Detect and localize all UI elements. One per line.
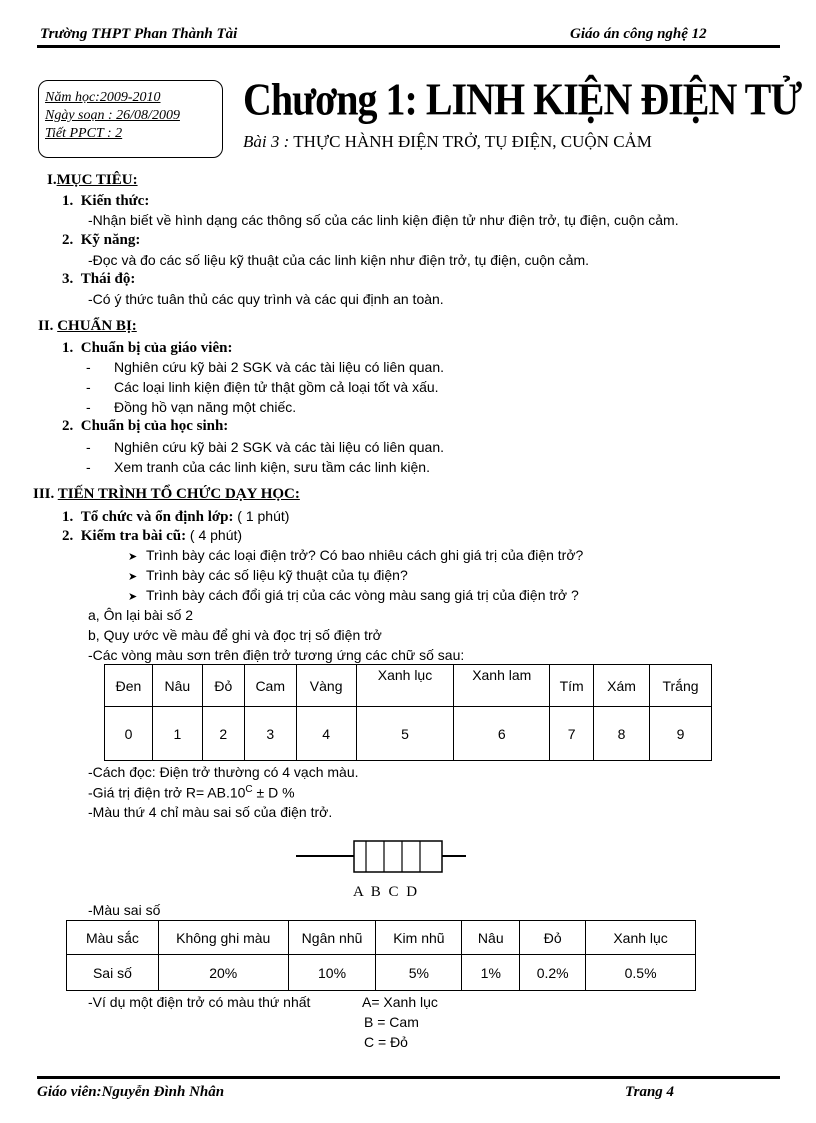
rings-intro: -Các vòng màu sơn trên điện trở tương ứng các chữ số sau: [88,647,465,663]
color-cell: Trắng [650,665,712,707]
period-number: Tiết PPCT : 2 [45,126,123,141]
subject-name: Giáo án công nghệ 12 [570,26,707,42]
teacher-prep-heading: 1. Chuẩn bị của giáo viên: [62,340,233,356]
digit-cell: 5 [356,707,454,761]
tolerance-table [66,920,696,991]
example-a: A= Xanh lục [362,994,438,1010]
lesson-prefix: Bài 3 : [243,132,290,151]
objective-2: 2. Kỹ năng: [62,232,141,248]
teacher-prep-item: - Các loại linh kiện điện tử thật gồm cả loại tốt và xấu. [86,379,439,395]
school-name: Trường THPT Phan Thành Tài [40,26,238,42]
color-cell: Cam [244,665,296,707]
digit-cell: 3 [244,707,296,761]
tolerance-value-cell: 0.5% [586,955,696,991]
band-labels: A B C D [353,884,420,900]
teacher-prep-item: - Nghiên cứu kỹ bài 2 SGK và các tài liệu có liên quan. [86,359,444,375]
digit-cell: 7 [550,707,594,761]
tolerance-header-cell: Ngân nhũ [288,921,376,955]
step-2: 2. Kiểm tra bài cũ: ( 4 phút) [62,527,243,544]
lesson-title [243,132,652,152]
digit-cell: 0 [105,707,153,761]
prep-date: Ngày soạn : 26/08/2009 [45,108,180,123]
example-b: B = Cam [364,1014,419,1030]
color-cell: Đen [105,665,153,707]
color-cell: Nâu [152,665,202,707]
section-2-heading: II. CHUẨN BỊ: [38,318,137,334]
digit-cell: 9 [650,707,712,761]
tolerance-header-cell: Màu sắc [67,921,159,955]
step-1: 1. Tổ chức và ổn định lớp: ( 1 phút) [62,508,290,525]
color-row [105,665,712,707]
objective-3-text: -Có ý thức tuân thủ các quy trình và các qui định an toàn. [88,291,444,307]
example-text: -Ví dụ một điện trở có màu thứ nhất [88,994,311,1010]
review-question: ➤ Trình bày các số liệu kỹ thuật của tụ điện? [128,567,408,583]
review-question: ➤ Trình bày cách đổi giá trị của các vòng màu sang giá trị của điện trở ? [128,587,579,603]
chapter-title: Chương 1: LINH KIỆN ĐIỆN TỬ [243,73,802,125]
review-question: ➤ Trình bày các loại điện trở? Có bao nhiêu cách ghi giá trị của điện trở? [128,547,584,563]
teacher-prep-item: - Đồng hồ vạn năng một chiếc. [86,399,297,415]
objective-3: 3. Thái độ: [62,271,136,287]
digit-row [105,707,712,761]
section-3-heading: III. TIẾN TRÌNH TỔ CHỨC DẠY HỌC: [33,486,300,502]
section-1-heading: I.MỤC TIÊU: [47,172,138,188]
tolerance-header-cell: Không ghi màu [158,921,288,955]
tolerance-value-cell: 10% [288,955,376,991]
digit-cell: 1 [152,707,202,761]
tolerance-value-cell: Sai số [67,955,159,991]
tolerance-header-cell: Đỏ [520,921,586,955]
tolerance-header-cell: Nâu [462,921,520,955]
color-cell: Xám [594,665,650,707]
objective-1: 1. Kiến thức: [62,193,150,209]
resistance-formula: -Giá trị điện trở $R= AB.10^C \pm D$ % [88,784,295,801]
color-cell: Xanh lục [356,665,454,707]
example-c: C = Đỏ [364,1034,408,1050]
digit-cell: 4 [296,707,356,761]
tolerance-value-cell: 0.2% [520,955,586,991]
tolerance-band-note: -Màu thứ 4 chỉ màu sai số của điện trở. [88,804,333,820]
student-prep-heading: 2. Chuẩn bị của học sinh: [62,418,229,434]
lesson-name: THỰC HÀNH ĐIỆN TRỞ, TỤ ĐIỆN, CUỘN CẢM [293,132,652,151]
color-code-table [104,664,712,761]
color-cell: Đỏ [202,665,244,707]
color-cell: Vàng [296,665,356,707]
tolerance-value-cell: 5% [376,955,462,991]
digit-cell: 6 [454,707,550,761]
color-cell: Xanh lam [454,665,550,707]
review-b: b, Quy ước về màu để ghi và đọc trị số điện trở [88,627,382,643]
student-prep-item: - Xem tranh của các linh kiện, sưu tầm các linh kiện. [86,459,430,475]
review-a: a, Ôn lại bài số 2 [88,607,194,623]
color-cell: Tím [550,665,594,707]
school-year: Năm học:2009-2010 [45,90,161,105]
tolerance-header-cell: Xanh lục [586,921,696,955]
digit-cell: 8 [594,707,650,761]
objective-1-text: -Nhận biết về hình dạng các thông số của các linh kiện điện tử như điện trở, tụ điện, cuộn cảm. [88,212,679,228]
resistor-body [354,841,442,872]
teacher-name: Giáo viên:Nguyễn Đình Nhân [37,1084,225,1100]
tolerance-value-cell: 1% [462,955,520,991]
reading-rule: -Cách đọc: Điện trở thường có 4 vạch màu. [88,764,359,780]
tolerance-header-row [67,921,696,955]
tolerance-intro: -Màu sai số [88,902,161,918]
resistor-diagram [296,838,466,878]
digit-cell: 2 [202,707,244,761]
objective-2-text: -Đọc và đo các số liệu kỹ thuật của các linh kiện như điện trở, tụ điện, cuộn cảm. [88,252,590,268]
tolerance-value-cell: 20% [158,955,288,991]
header-rule [37,45,780,48]
tolerance-value-row [67,955,696,991]
student-prep-item: - Nghiên cứu kỹ bài 2 SGK và các tài liệu có liên quan. [86,439,444,455]
tolerance-header-cell: Kim nhũ [376,921,462,955]
page-number: Trang 4 [625,1084,675,1100]
footer-rule [37,1076,780,1079]
